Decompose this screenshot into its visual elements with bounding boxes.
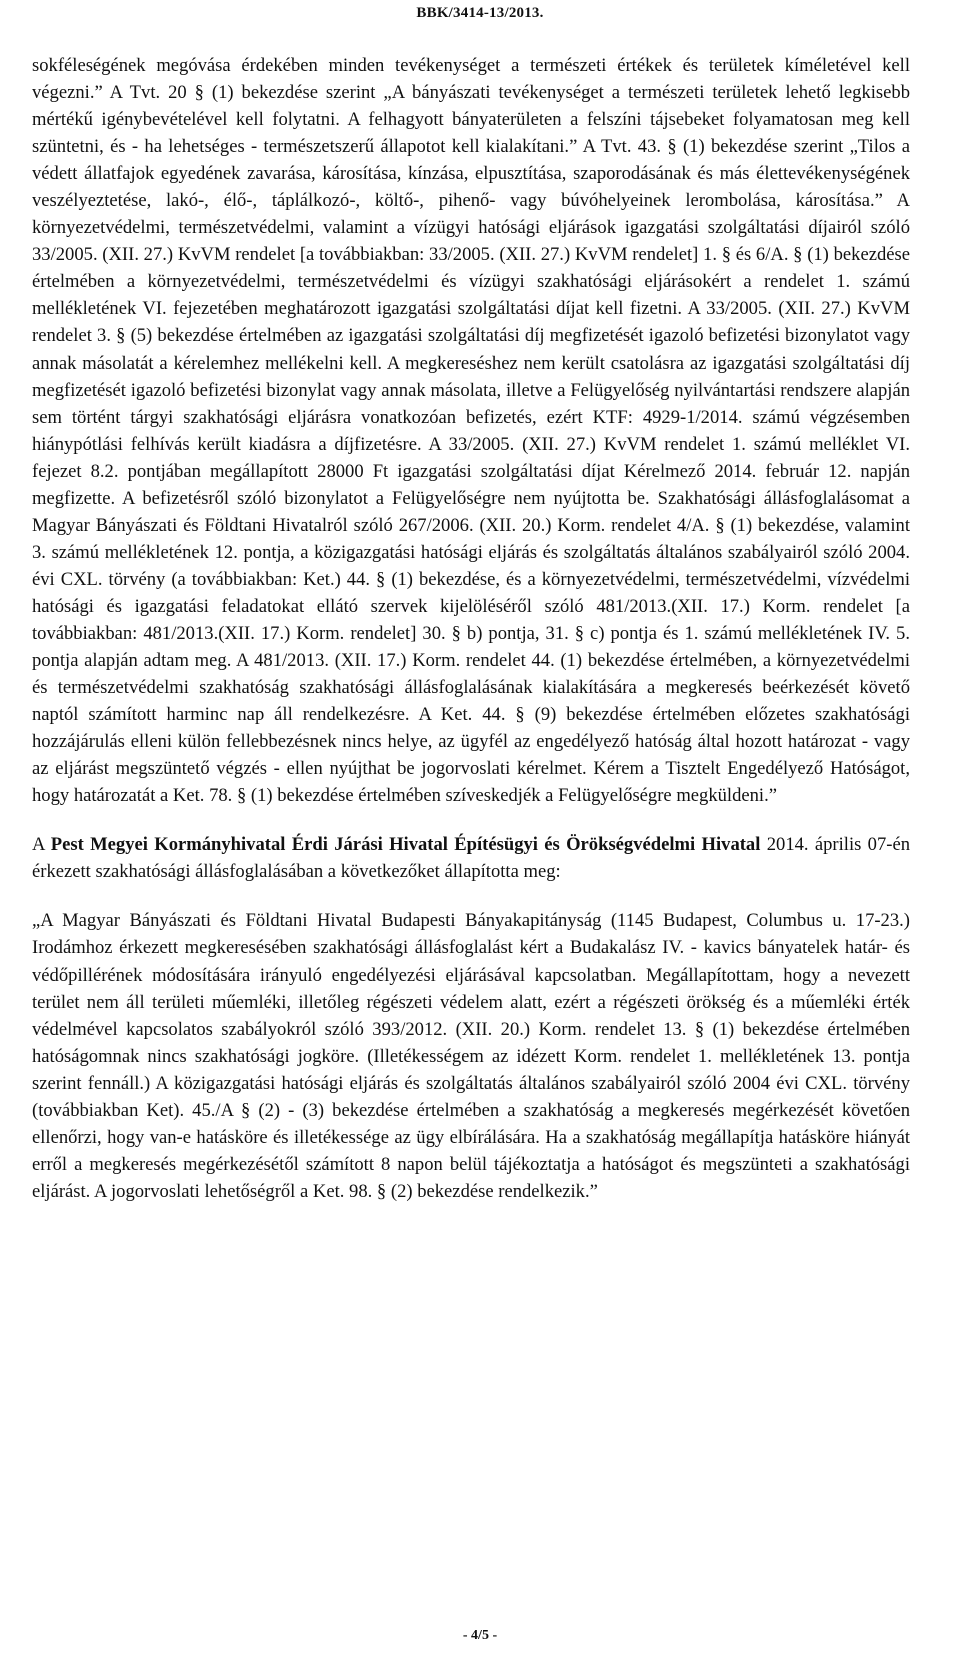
paragraph-legal-citations: sokféleségének megóvása érdekében minden tevékenységet a természeti értékek és területek kíméletével kell végezni.” A Tvt. 20 § (1) bekezdése szerint „A bányászati tevékenységet a természeti területek lehető legkisebb mértékű igénybevételével kell folytatni. A felhagyott bányaterületen a felszíni tájsebeket folyamatosan meg kell szüntetni, és - ha lehetséges - természetszerű állapotot kell kialakítani.” A Tvt. 43. § (1) bekezdése szerint „Tilos a védett állatfajok egyedének zavarása, károsítása, kínzása, elpusztítása, szaporodásának és más élettevékenységének veszélyeztetése, lakó-, élő-, táplálkozó-, költő-, pihenő- vagy búvóhelyeinek lerombolása, károsítása.” A környezetvédelmi, természetvédelmi, valamint a vízügyi hatósági eljárások igazgatási szolgáltatási díjairól szóló 33/2005. (XII. 27.) KvVM rendelet [a továbbiakban: 33/2005. (XII. 27.) KvVM rendelet] 1. § és 6/A. § (1) bekezdése értelmében a környezetvédelmi, természetvédelmi és vízügyi szakhatósági eljárásokért a rendelet 1. számú mellékletének VI. fejezetében meghatározott igazgatási szolgáltatási díjat kell fizetni. A 33/2005. (XII. 27.) KvVM rendelet 3. § (5) bekezdése értelmében az igazgatási szolgáltatási díj megfizetését igazoló befizetési bizonylatot vagy annak másolatát a kérelemhez mellékelni kell. A megkereséshez nem került csatolásra az igazgatási szolgáltatási díj megfizetését igazoló befizetési bizonylat vagy annak másolata, illetve a Felügyelőség nyilvántartási rendszere alapján sem történt tárgyi szakhatósági eljárásra vonatkozóan befizetés, ezért KTF: 4929-1/2014. számú végzésemben hiánypótlási felhívás került kiadásra a díjfizetésre. A 33/2005. (XII. 27.) KvVM rendelet 1. számú melléklet VI. fejezet 8.2. pontjában megállapított 28000 Ft igazgatási szolgáltatási díjat Kérelmező 2014. február 12. napján megfizette. A befizetésről szóló bizonylatot a Felügyelőségre nem nyújtotta be. Szakhatósági állásfoglalásomat a Magyar Bányászati és Földtani Hivatalról szóló 267/2006. (XII. 20.) Korm. rendelet 4/A. § (1) bekezdése, valamint 3. számú mellékletének 12. pontja, a közigazgatási hatósági eljárás és szolgáltatás általános szabályairól szóló 2004. évi CXL. törvény (a továbbiakban: Ket.) 44. § (1) bekezdése, és a környezetvédelmi, természetvédelmi, vízvédelmi hatósági és igazgatási feladatokat ellátó szervek kijelöléséről szóló 481/2013.(XII. 17.) Korm. rendelet [a továbbiakban: 481/2013.(XII. 17.) Korm. rendelet] 30. § b) pontja, 31. § c) pontja és 1. számú mellékletének IV. 5. pontja alapján adtam meg. A 481/2013. (XII. 17.) Korm. rendelet 44. (1) bekezdése értelmében, a környezetvédelmi és természetvédelmi szakhatóság szakhatósági állásfoglalásának kialakítására a megkeresés beérkezését követő naptól számított harminc nap áll rendelkezésre. A Ket. 44. § (9) bekezdése értelmében előzetes szakhatósági hozzájárulás elleni külön fellebbezésnek nincs helye, az ügyfél az engedélyező hatóság által hozott határozat - vagy az eljárást megszüntető végzés - ellen nyújthat be jogorvoslati kérelmet. Kérem a Tisztelt Engedélyező Hatóságot, hogy határozatát a Ket. 78. § (1) bekezdése értelmében szíveskedjék a Felügyelőségre megküldeni.” xyxy=(32,55,910,807)
paragraph-authority-statement xyxy=(32,831,910,885)
paragraph-continuation: 2014. április 07-én érkezett szakhatósági állásfoglalásában a következőket állapította meg: xyxy=(32,834,911,883)
authority-name: Pest Megyei Kormányhivatal Érdi Járási Hivatal Építésügyi és Örökségvédelmi Hivatal xyxy=(50,834,761,856)
page-number: - 4/5 - xyxy=(462,1628,498,1643)
paragraph-quoted-opinion: „A Magyar Bányászati és Földtani Hivatal Budapesti Bányakapitányság (1145 Budapest, Columbus u. 17-23.) Irodámhoz érkezett megkeresésében szakhatósági állásfoglalást kért a Budakalász IV. - kavics bányatelek határ- és védőpillérének módosítására irányuló engedélyezési eljárásával kapcsolatban. Megállapítottam, hogy a nevezett terület nem áll területi műemléki, illetőleg régészeti védelem alatt, ezért a régészeti örökség és a műemléki érték védelmével kapcsolatos szabályokról szóló 393/2012. (XII. 20.) Korm. rendelet 13. § (1) bekezdése értelmében hatóságomnak nincs szakhatósági jogköre. (Illetékességem az idézett Korm. rendelet 1. mellékletének 13. pontja szerint fennáll.) A közigazgatási hatósági eljárás és szolgáltatás általános szabályairól szóló 2004 évi CXL. törvény (továbbiakban Ket). 45./A § (2) - (3) bekezdése értelmében a szakhatóság a megkeresés megérkezését követően ellenőrzi, hogy van-e hatásköre és illetékessége az ügy elbírálására. Ha a szakhatóság megállapítja hatásköre hiányát erről a megkeresés megérkezésétől számított 8 napon belül tájékoztatja a hatóságot és megszünteti a szakhatósági eljárást. A jogorvoslati lehetőségről a Ket. 98. § (2) bekezdése rendelkezik.” xyxy=(32,910,910,1202)
document-body xyxy=(32,52,910,1205)
document-reference-header: BBK/3414-13/2013. xyxy=(416,5,544,21)
paragraph-prefix: A xyxy=(32,834,51,856)
